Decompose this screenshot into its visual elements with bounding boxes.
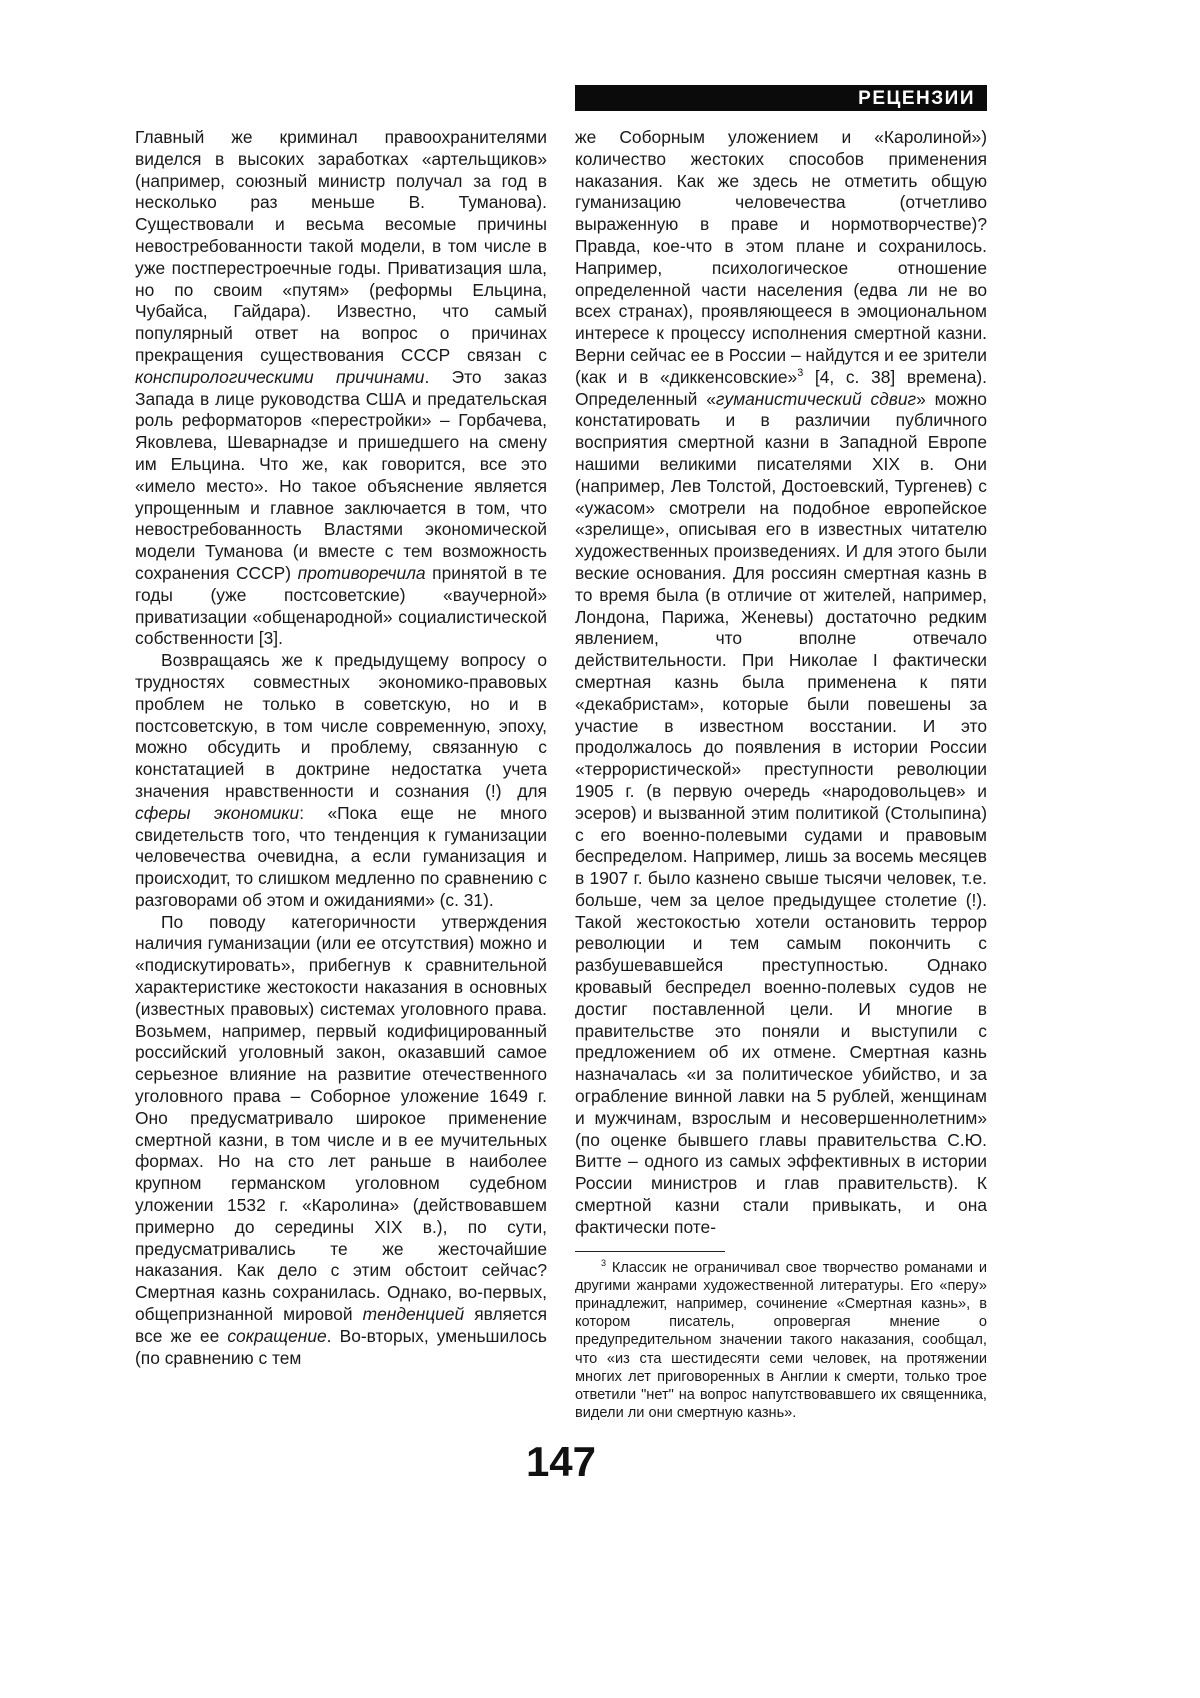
text-segment: . Во-вторых, уменьшилось (по сравнению с тем <box>135 1325 547 1368</box>
text-segment: является все же ее <box>135 1304 547 1346</box>
two-column-text <box>135 127 987 1422</box>
text-segment: Возвращаясь же к предыдущему вопросу о трудностях совместных экономико-правовых проблем не только в советскую, но и в постсоветскую, в том числе современную, эпоху, можно обсудить и проблему, связанную с констатацией в доктрине недостатка учета значения нравственности и сознания (!) для <box>135 650 547 801</box>
footnote-text <box>575 1259 987 1423</box>
right-column-text <box>575 127 987 1239</box>
footnote-marker: 3 <box>797 366 804 379</box>
text-segment: Главный же криминал правоохранителями виделся в высоких заработках «артельщиков» (например, союзный министр получал за год в несколько раз меньше В. Туманова). Существовали и весьма весомые причины невостребованности такой модели, в том числе в уже постперестроечные годы. Приватизация шла, но по своим «путям» (реформы Ельцина, Чубайса, Гайдара). Известно, что самый популярный ответ на вопрос о причинах прекращения существования СССР связан с <box>135 127 547 365</box>
paragraph <box>135 912 547 1370</box>
text-segment: сферы экономики <box>135 802 300 823</box>
text-segment: [4, с. 38] времена). Определенный « <box>575 366 987 409</box>
paragraph <box>575 1259 987 1423</box>
text-segment: же Соборным уложением и «Каролиной») количество жестоких способов применения наказания. Как же здесь не отметить общую гуманизацию человечества (отчетливо выраженную в праве и нормотворчестве)? Правда, кое-что в этом плане и сохранилось. Например, психологическое отношение определенной части населения (едва ли не во всех странах), проявляющееся в эмоциональном интересе к процессу исполнения смертной казни. Верни сейчас ее в России – найдутся и ее зрители (как и в «диккенсовские» <box>575 127 987 387</box>
paragraph <box>135 127 547 650</box>
text-segment: » можно констатировать и в различии публичного восприятия смертной казни в Западной Европе нашими великими писателями XIX в. Они (например, Лев Толстой, Достоевский, Тургенев) с «ужасом» смотрели на подобное европейское «зрелище», описывая его в известных читателю художественных произведениях. И для этого были веские основания. Для россиян смертная казнь в то время была (в отличие от жителей, например, Лондона, Парижа, Женевы) достаточно редким явлением, что вполне отвечало действительности. При Николае I фактически смертная казнь была применена к пяти «декабристам», которые были повешены за участие в известном восстании. И это продолжалось до появления в истории России «террористической» преступности революции 1905 г. (в первую очередь «народовольцев» и эсеров) и вызванной этим политикой (Столыпина) с его военно-полевыми судами и правовым беспределом. Например, лишь за восемь месяцев в 1907 г. было казнено свыше тысячи человек, т.е. больше, чем за целое предыдущее столетие (!). Такой жестокостью хотели остановить террор революции и тем самым покончить с разбушевавшейся преступностью. Однако кровавый беспредел военно-полевых судов не достиг поставленной цели. И многие в правительстве это поняли и выступили с предложением об их отмене. Смертная казнь назначалась «и за политическое убийство, и за ограбление винной лавки на 5 рублей, женщинам и мужчинам, взрослым и несовершеннолетним» (по оценке бывшего главы правительства С.Ю. Витте – одного из самых эффективных в истории России министров и глав правительств). К смертной казни стали привыкать, и она фактически поте- <box>575 388 987 1237</box>
text-segment: : «Пока еще не много свидетельств того, что тенденция к гуманизации человечества очевидна, а если гуманизация и происходит, то слишком медленно по сравнению с разговорами об этом и ожиданиями» (с. 31). <box>135 802 547 910</box>
page-number: 147 <box>525 1438 597 1485</box>
text-segment: Классик не ограничивал свое творчество романами и другими жанрами художественной литературы. Его «перу» принадлежит, например, сочинение «Смертная казнь», в котором писатель, опровергая мнение о предупредительном значении такого наказания, сообщал, что «из ста шестидесяти семи человек, на протяжении многих лет приговоренных в Англии к смерти, только трое ответили "нет" на вопрос напутствовавшего их священника, видели ли они смертную казнь». <box>575 1259 987 1422</box>
text-segment: гуманистический сдвиг <box>715 388 917 409</box>
section-header-bar <box>575 85 987 111</box>
text-segment: По поводу категоричности утверждения наличия гуманизации (или ее отсутствия) можно и «подискутировать», прибегнув к сравнительной характеристике жестокости наказания в основных (известных правовых) системах уголовного права. Возьмем, например, первый кодифицированный российский уголовный закон, оказавший самое серьезное влияние на развитие отечественного уголовного права – Соборное уложение 1649 г. Оно предусматривало широкое применение смертной казни, в том числе и в ее мучительных формах. Но на сто лет раньше в наиболее крупном германском уголовном судебном уложении 1532 г. «Каролина» (действовавшем примерно до середины XIX в.), по сути, предусматривались те же жесточайшие наказания. Как дело с этим обстоит сейчас? Смертная казнь сохранилась. Однако, во-первых, общепризнанной мировой <box>135 911 547 1325</box>
section-title: РЕЦЕНЗИИ <box>858 88 975 109</box>
left-column <box>135 127 547 1422</box>
footnote-block <box>575 1251 987 1423</box>
text-segment: противоречила <box>297 562 426 583</box>
text-segment: сокращение <box>227 1325 327 1346</box>
paragraph <box>575 127 987 1239</box>
text-segment: . Это заказ Запада в лице руководства США и предательская роль реформаторов «перестройки» – Горбачева, Яковлева, Шеварнадзе и пришедшего на смену им Ельцина. Что же, как говорится, все это «имело место». Но такое объяснение является упрощенным и главное заключается в том, что невостребованность Властями экономической модели Туманова (и вместе с тем возможность сохранения СССР) <box>135 366 547 583</box>
footnote-marker: 3 <box>601 1257 607 1268</box>
right-column <box>575 127 987 1422</box>
page-content <box>135 85 987 1422</box>
footnote-separator <box>575 1251 725 1252</box>
header-row <box>135 85 987 111</box>
text-segment: принятой в те годы (уже постсоветские) «ваучерной» приватизации «общенародной» социалистической собственности [3]. <box>135 562 547 649</box>
text-segment: конспирологическими причинами <box>135 366 425 387</box>
paragraph <box>135 650 547 912</box>
text-segment: тенденцией <box>362 1304 465 1325</box>
